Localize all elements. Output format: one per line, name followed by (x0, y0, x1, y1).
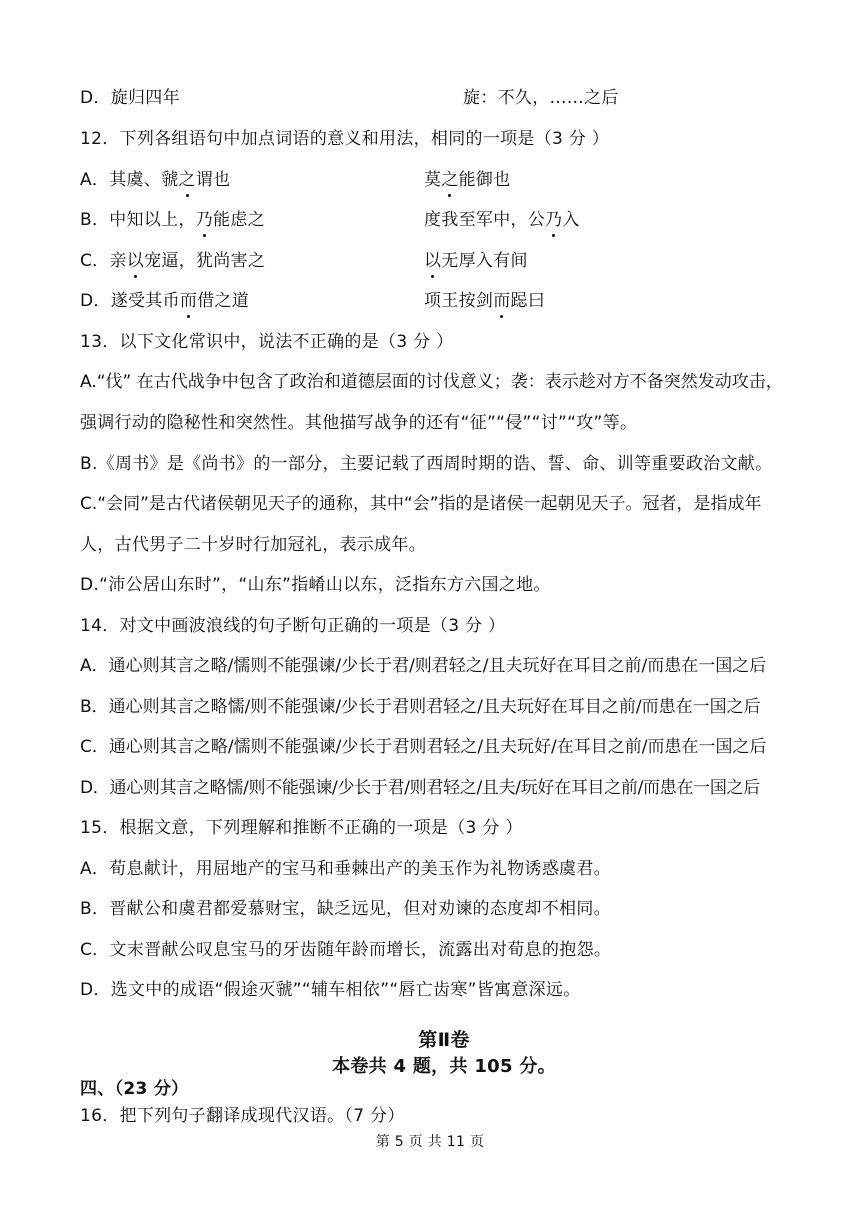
q14-option-b: B．通心则其言之略懦/则不能强谏/少长于君则君轻之/且夫玩好在耳目之前/而患在一国之后 (80, 697, 761, 717)
q12-b-right (424, 208, 580, 232)
q12-a-left-dotted: 之 (178, 170, 196, 190)
q12-d-left-post: 借之道 (197, 291, 250, 311)
q14-stem: 14．对文中画波浪线的句子断句正确的一项是（3 分 ） (80, 616, 506, 636)
part2-subtitle: 本卷共 4 题，共 105 分。 (332, 1056, 556, 1077)
q12-d-right-pre: 项王按剑 (424, 291, 494, 311)
part2-title: 第Ⅱ卷 (418, 1029, 470, 1051)
q12-d-right (424, 289, 545, 313)
q15-option-c: C．文末晋献公叹息宝马的牙齿随年龄而增长，流露出对荀息的抱怨。 (80, 940, 612, 960)
q12-stem: 12．下列各组语句中加点词语的意义和用法，相同的一项是（3 分 ） (80, 129, 610, 149)
q13-stem: 13．以下文化常识中，说法不正确的是（3 分 ） (80, 332, 454, 352)
q12-a-left-post: 谓也 (195, 170, 231, 190)
q12-c-right-dotted: 以 (424, 251, 442, 271)
q12-a-right (424, 168, 511, 192)
q12-b-right-dotted: 乃 (545, 210, 563, 230)
q12-a-right-dotted: 之 (441, 170, 459, 190)
q12-d-left-dotted: 而 (179, 291, 198, 311)
q12-option-a (80, 168, 511, 192)
q12-c-right-post: 无厚入有间 (441, 251, 528, 271)
q15-option-b: B．晋献公和虞君都爱慕财宝，缺乏远见，但对劝谏的态度却不相同。 (80, 899, 611, 919)
q12-b-left-pre: B．中知以上， (80, 210, 196, 230)
q12-c-left-dotted: 以 (126, 251, 145, 271)
q12-option-d (80, 289, 546, 313)
q15-stem: 15．根据文意，下列理解和推断不正确的一项是（3 分 ） (80, 818, 523, 838)
section-heading: 四、（23 分） (80, 1079, 189, 1099)
q14-option-d: D．通心则其言之略懦/则不能强谏/少长于君/则君轻之/且夫/玩好在耳目之前/而患在一国之后 (80, 778, 760, 798)
q15-option-a: A．荀息献计，用屈地产的宝马和垂棘出产的美玉作为礼物诱惑虞君。 (80, 859, 611, 879)
q12-c-left-pre: C．亲 (80, 251, 127, 271)
q14-option-c: C．通心则其言之略/懦则不能强谏/少长于君则君轻之/且夫玩好/在耳目之前/而患在一国之后 (80, 737, 767, 757)
q11-option-d (80, 86, 619, 110)
q13-option-d: D.“沛公居山东时”，“山东”指崤山以东，泛指东方六国之地。 (80, 575, 551, 595)
q13-option-a-line2: 强调行动的隐秘性和突然性。其他描写战争的还有“征”“侵”“讨”“攻”等。 (80, 413, 638, 433)
q12-b-right-pre: 度我至军中，公 (424, 210, 546, 230)
q12-b-left-dotted: 乃 (195, 210, 214, 230)
q11-d-right: 旋：不久，……之后 (463, 88, 619, 108)
q16-stem: 16．把下列句子翻译成现代汉语。（7 分） (80, 1106, 405, 1126)
q12-c-right (424, 249, 528, 273)
q12-option-c (80, 249, 528, 273)
q12-c-left-post: 宠逼，犹尚害之 (144, 251, 266, 271)
q12-a-left-pre: A．其虞、虢 (80, 170, 179, 190)
q12-d-right-dotted: 而 (493, 291, 511, 311)
q15-option-d: D．选文中的成语“假途灭虢”“辅车相依”“唇亡齿寒”皆寓意深远。 (80, 980, 581, 1000)
q13-option-c-line1: C.“会同”是古代诸侯朝见天子的通称，其中“会”指的是诸侯一起朝见天子。冠者，是指成年 (80, 494, 762, 514)
q13-option-c-line2: 人，古代男子二十岁时行加冠礼，表示成年。 (80, 535, 426, 555)
q14-option-a: A．通心则其言之略/懦则不能强谏/少长于君/则君轻之/且夫玩好在耳目之前/而患在一国之后 (80, 656, 767, 676)
q12-d-left-pre: D．遂受其币 (80, 291, 180, 311)
q13-option-b: B.《周书》是《尚书》的一部分，主要记载了西周时期的诰、誓、命、训等重要政治文献。 (80, 454, 773, 474)
q12-b-left-post: 能虑之 (213, 210, 265, 230)
q12-b-right-post: 入 (562, 210, 580, 230)
q12-a-right-pre: 莫 (424, 170, 442, 190)
q12-d-right-post: 跽曰 (510, 291, 546, 311)
q12-a-right-post: 能御也 (458, 170, 511, 190)
q13-option-a-line1: A.“伐” 在古代战争中包含了政治和道德层面的讨伐意义；袭：表示趁对方不备突然发动攻击， (80, 372, 783, 392)
page-footer: 第 5 页 共 11 页 (375, 1134, 485, 1150)
q11-d-left: D．旋归四年 (80, 88, 180, 108)
q12-option-b (80, 208, 580, 232)
